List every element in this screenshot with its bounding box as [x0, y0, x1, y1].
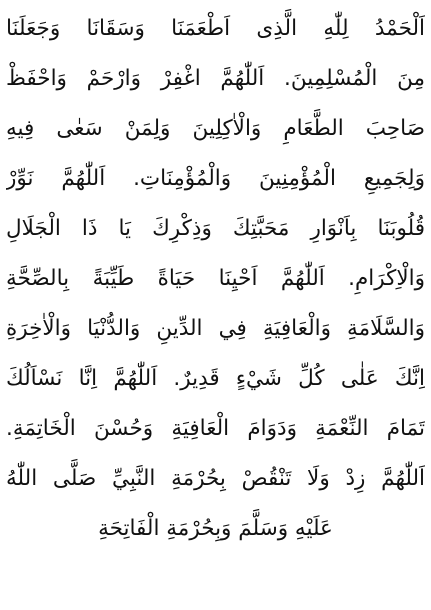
- text-line-11: عَلَيْهِ وَسَلَّمَ وَبِحُرْمَةِ الْفَاتِحَةِ: [98, 516, 333, 541]
- text-line-8: اِنَّكَ عَلٰى كُلِّ شَيْءٍ قَدِيرٌ. اَللّٰهُمَّ اِنَّا نَسْاَلُكَ: [6, 366, 425, 391]
- text-line-3: صَاحِبَ الطَّعَامِ وَالْاٰكِلِينَ وَلِمَنْ سَعٰى فِيهِ: [6, 116, 425, 141]
- text-line-6: وَالْاِكْرَامِ. اَللّٰهُمَّ اَحْيِنَا حَيَاةً طَيِّبَةً بِالصِّحَّةِ: [6, 266, 425, 291]
- text-line-9: تَمَامَ النِّعْمَةِ وَدَوَامَ الْعَافِيَةِ وَحُسْنَ الْخَاتِمَةِ.: [6, 416, 425, 441]
- text-line-2: مِنَ الْمُسْلِمِينَ. اَللّٰهُمَّ اغْفِرْ وَارْحَمْ وَاحْفَظْ: [6, 66, 425, 91]
- prayer-text: [6, 4, 425, 554]
- text-line-1: اَلْحَمْدُ لِلّٰهِ الَّذِى اَطْعَمَنَا وَسَقَانَا وَجَعَلَنَا: [6, 16, 425, 41]
- text-line-10: اَللّٰهُمَّ زِدْ وَلَا تَنْقُصْ بِحُرْمَةِ النَّبِيِّ صَلَّى اللّٰهُ: [6, 466, 425, 491]
- text-line-7: وَالسَّلَامَةِ وَالْعَافِيَةِ فِي الدِّينِ وَالدُّنْيَا وَالْاٰخِرَةِ: [6, 316, 425, 341]
- text-line-5: قُلُوبَنَا بِاَنْوَارِ مَحَبَّتِكَ وَذِكْرِكَ يَا ذَا الْجَلَالِ: [6, 216, 425, 241]
- text-line-4: وَلِجَمِيعِ الْمُؤْمِنِينَ وَالْمُؤْمِنَاتِ. اَللّٰهُمَّ نَوِّرْ: [6, 166, 425, 191]
